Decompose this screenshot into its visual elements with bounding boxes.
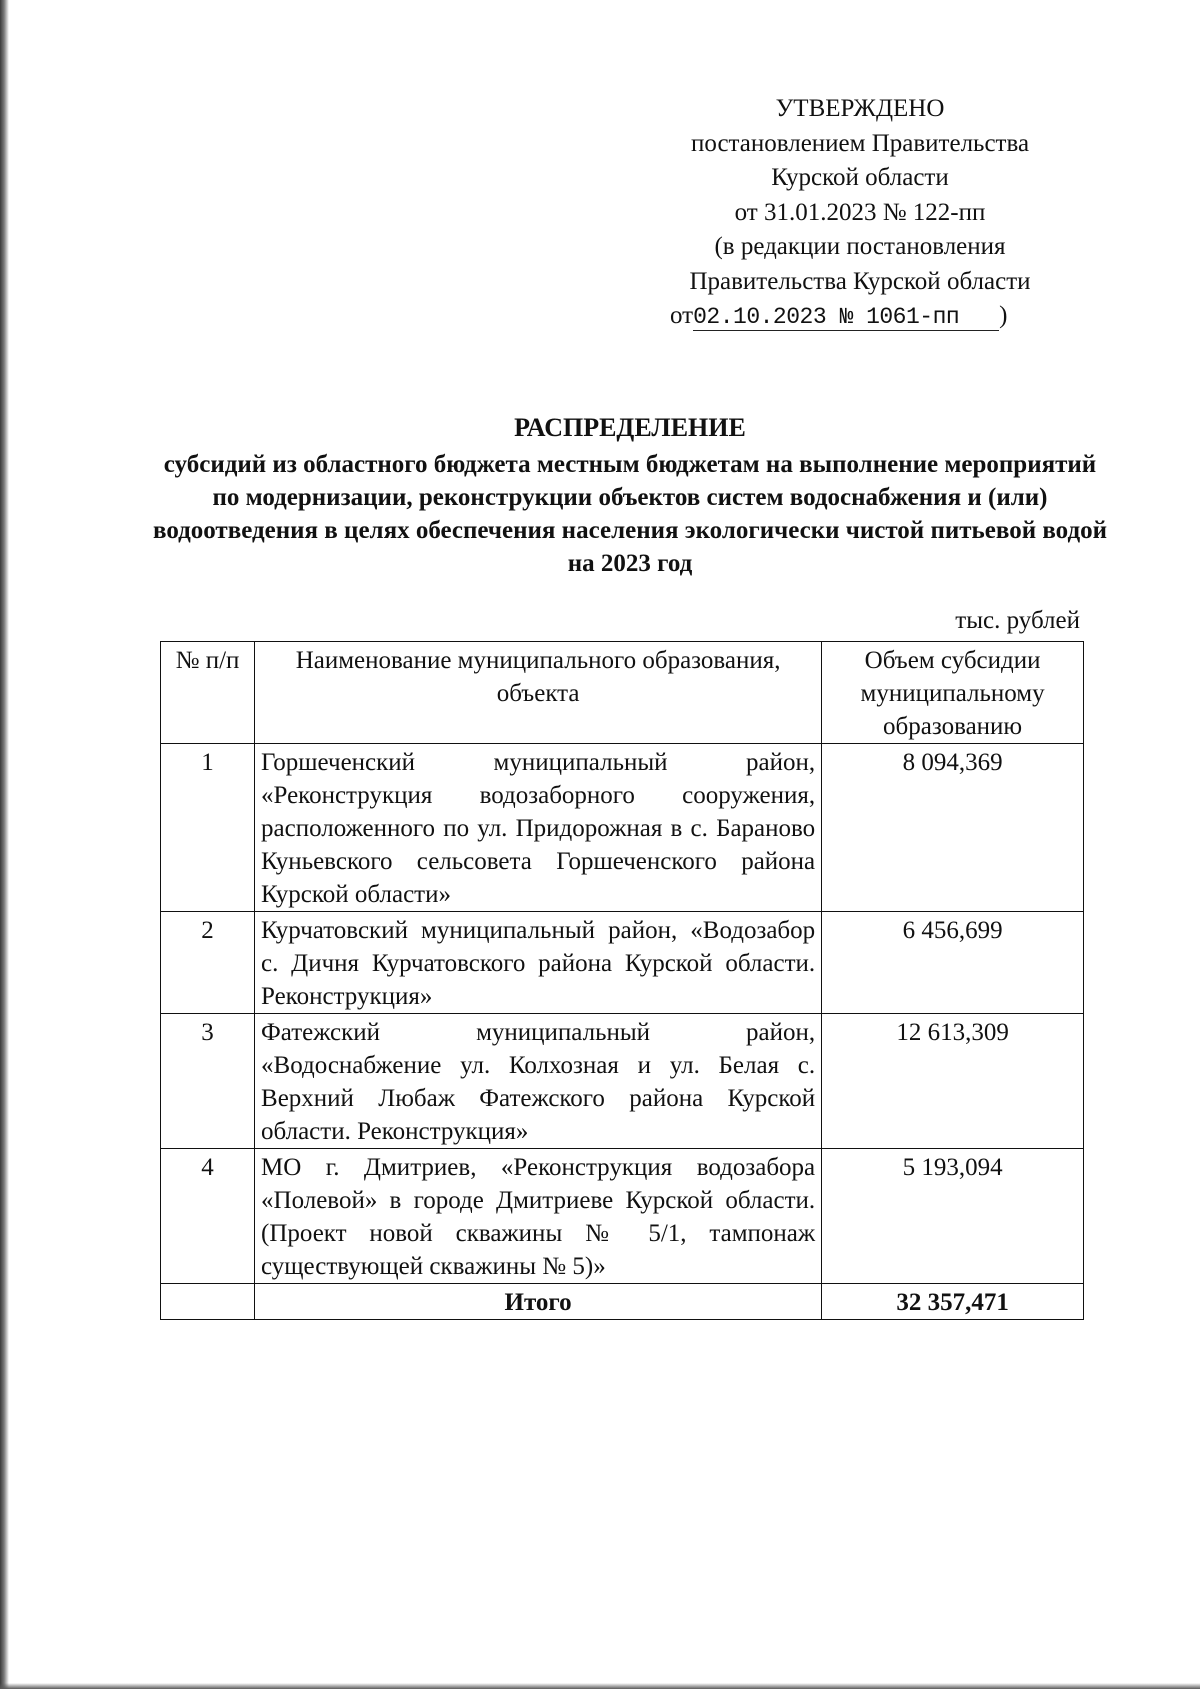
approval-stamp (640, 92, 1080, 335)
table-row (161, 912, 1084, 1014)
scan-left-edge (0, 0, 9, 1689)
number-sign: № (839, 304, 853, 330)
approval-line-3: Курской области (771, 164, 949, 191)
document-title: РАСПРЕДЕЛЕНИЕ (514, 413, 746, 442)
row-amount: 6 456,699 (822, 912, 1084, 1014)
approval-line-4: от 31.01.2023 № 122-пп (734, 198, 986, 226)
table-row (161, 1149, 1084, 1284)
total-num-cell (161, 1284, 255, 1320)
row-amount: 12 613,309 (822, 1014, 1084, 1149)
row-name: МО г. Дмитриев, «Реконструкция водозабора «Полевой» в городе Дмитриеве Курской области. (Проект новой скважины № 5/1, тампонаж существующей скважины № 5)» (255, 1149, 822, 1284)
document-subtitle: субсидий из областного бюджета местным бюджетам на выполнение мероприятий по модернизации, реконструкции объектов систем водоснабжения и (или) водоотведения в целях обеспечения населения экологически чистой питьевой водой на 2023 год (152, 451, 1108, 577)
row-name: Фатежский муниципальный район, «Водоснабжение ул. Колхозная и ул. Белая с. Верхний Любаж Фатежского района Курской области. Реконструкция» (255, 1014, 822, 1149)
row-num: 4 (161, 1149, 255, 1284)
units-label: тыс. рублей (955, 607, 1080, 634)
table-row (161, 744, 1084, 912)
row-num: 1 (161, 744, 255, 912)
amendment-number: № 1061-пп (839, 304, 999, 331)
amendment-prefix: от (670, 302, 694, 329)
scan-bottom-edge (0, 1683, 1200, 1689)
header-amount: Объем субсидии муниципальному образованию (822, 642, 1084, 744)
document-title-block (150, 410, 1110, 580)
table-row (161, 1014, 1084, 1149)
subsidy-table (160, 641, 1084, 1320)
approval-line-2: постановлением Правительства (690, 129, 1030, 157)
total-label: Итого (255, 1284, 822, 1320)
header-num: № п/п (161, 642, 255, 744)
table-header-row (161, 642, 1084, 744)
row-name: Горшеченский муниципальный район, «Реконструкция водозаборного сооружения, расположенного по ул. Придорожная в с. Бараново Куньевского сельсовета Горшеченского района Курской области» (255, 744, 822, 912)
amendment-close: ) (999, 302, 1008, 329)
row-num: 3 (161, 1014, 255, 1149)
amendment-date: 02.10.2023 (693, 304, 839, 331)
table-total-row (161, 1284, 1084, 1320)
row-name: Курчатовский муниципальный район, «Водозабор с. Дичня Курчатовского района Курской области. Реконструкция» (255, 912, 822, 1014)
row-amount: 8 094,369 (822, 744, 1084, 912)
row-num: 2 (161, 912, 255, 1014)
approval-line-6: Правительства Курской области (689, 267, 1031, 295)
header-name: Наименование муниципального образования, объекта (255, 642, 822, 744)
total-amount: 32 357,471 (822, 1284, 1084, 1320)
amendment-doc-line (640, 299, 1080, 335)
row-amount: 5 193,094 (822, 1149, 1084, 1284)
approval-line-5: (в редакции постановления (714, 233, 1006, 260)
approval-heading: УТВЕРЖДЕНО (775, 95, 945, 122)
